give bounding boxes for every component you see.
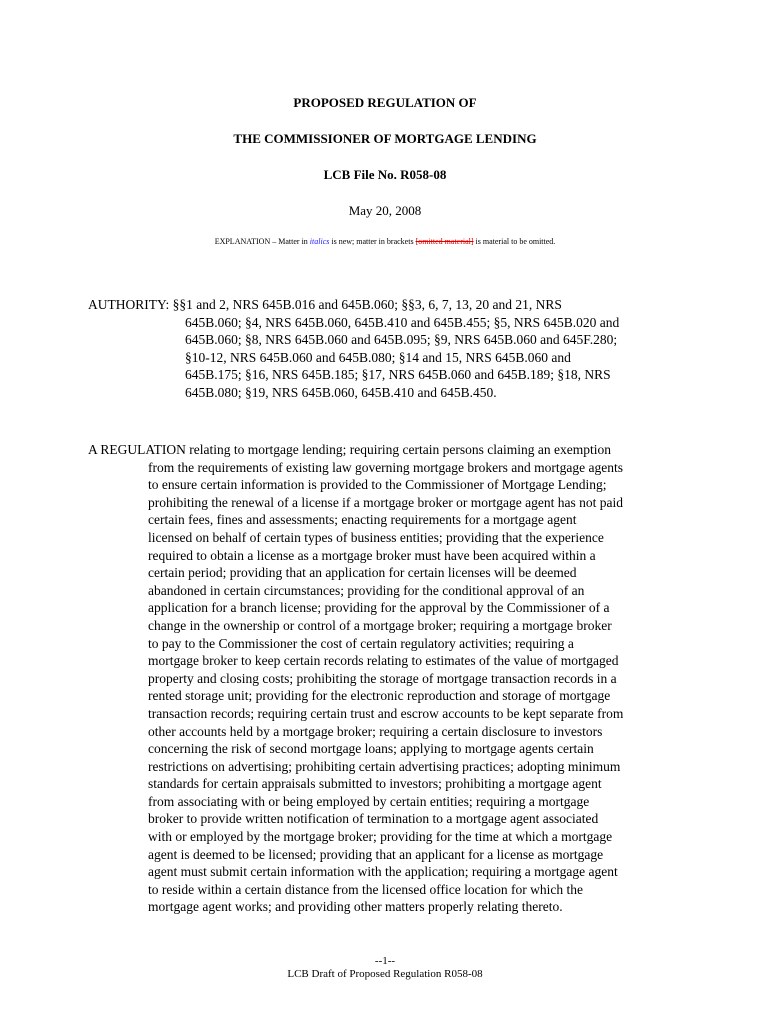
regulation-line: standards for certain appraisals submitted to investors; prohibiting a mortgage agent (148, 776, 602, 792)
regulation-line: other accounts held by a mortgage broker; requiring a certain disclosure to investors (148, 723, 603, 739)
regulation-line: certain period; providing that an application for certain licenses will be deemed (148, 565, 577, 581)
draft-label: LCB Draft of Proposed Regulation R058-08 (287, 968, 483, 980)
commissioner-title: THE COMMISSIONER OF MORTGAGE LENDING (233, 131, 537, 146)
regulation-line: from associating with or being employed by certain entities; requiring a mortgage (148, 793, 590, 809)
authority-line: 645B.080; §19, NRS 645B.060, 645B.410 and 645B.450. (185, 384, 497, 400)
regulation-line: to ensure certain information is provided to the Commissioner of Mortgage Lending; (148, 477, 607, 493)
regulation-line: concerning the risk of second mortgage loans; applying to mortgage agents certain (148, 741, 594, 757)
regulation-line: certain fees, fines and assessments; enacting requirements for a mortgage agent (148, 512, 577, 528)
document-date: May 20, 2008 (348, 203, 422, 218)
authority-section (88, 296, 688, 401)
regulation-line: to pay to the Commissioner the cost of certain regulatory activities; requiring a (148, 635, 574, 651)
regulation-line: from the requirements of existing law governing mortgage brokers and mortgage agents (148, 459, 623, 475)
explanation-note (0, 237, 770, 247)
regulation-line: prohibiting the renewal of a license if a mortgage broker or mortgage agent has not paid (148, 494, 623, 510)
regulation-lead: A REGULATION relating to mortgage lending; requiring certain persons claiming an exemption (88, 442, 611, 457)
authority-line: 645B.060; §4, NRS 645B.060, 645B.410 and 645B.455; §5, NRS 645B.020 and (185, 314, 620, 330)
regulation-line: application for a branch license; providing for the approval by the Commissioner of a (148, 600, 610, 616)
regulation-title: PROPOSED REGULATION OF (293, 95, 477, 110)
regulation-line: transaction records; requiring certain trust and escrow accounts to be kept separate from (148, 705, 624, 721)
regulation-summary (88, 441, 688, 916)
regulation-line: restrictions on advertising; prohibiting certain advertising practices; adopting minimum (148, 758, 621, 774)
regulation-line: change in the ownership or control of a mortgage broker; requiring a mortgage broker (148, 617, 612, 633)
explanation-omitted-sample: [omitted material] (415, 237, 474, 246)
authority-line: §10-12, NRS 645B.060 and 645B.080; §14 and 15, NRS 645B.060 and (185, 349, 571, 365)
explanation-middle: is new; matter in brackets (329, 237, 416, 246)
regulation-line: agent is deemed to be licensed; providing that an applicant for a license as mortgage (148, 846, 604, 862)
regulation-line: with or employed by the mortgage broker; providing for the time at which a mortgage (148, 829, 613, 845)
file-number: LCB File No. R058-08 (323, 167, 447, 182)
explanation-prefix: EXPLANATION – Matter in (214, 237, 310, 246)
regulation-line: rented storage unit; providing for the electronic reproduction and storage of mortgage (148, 688, 611, 704)
regulation-line: mortgage agent works; and providing other matters properly relating thereto. (148, 899, 563, 915)
authority-line: 645B.175; §16, NRS 645B.185; §17, NRS 645B.060 and 645B.189; §18, NRS (185, 367, 611, 382)
explanation-suffix: is material to be omitted. (473, 237, 556, 246)
regulation-line: mortgage broker to keep certain records relating to estimates of the value of mortgaged (148, 653, 619, 669)
regulation-line: abandoned in certain circumstances; providing for the conditional approval of an (148, 582, 585, 598)
regulation-line: property and closing costs; prohibiting the storage of mortgage transaction records in a (148, 670, 617, 686)
authority-lead: AUTHORITY: §§1 and 2, NRS 645B.016 and 645B.060; §§3, 6, 7, 13, 20 and 21, NRS (88, 297, 562, 312)
explanation-italics-sample: italics (309, 237, 330, 246)
regulation-line: broker to provide written notification of termination to a mortgage agent associated (148, 811, 599, 827)
page-number: --1-- (374, 955, 396, 967)
regulation-line: licensed on behalf of certain types of business entities; providing that the experience (148, 529, 604, 545)
regulation-line: required to obtain a license as a mortgage broker must have been acquired within a (148, 547, 596, 563)
regulation-line: to reside within a certain distance from the licensed office location for which the (148, 881, 583, 897)
regulation-line: agent must submit certain information with the application; requiring a mortgage agent (148, 864, 618, 880)
authority-line: 645B.060; §8, NRS 645B.060 and 645B.095; §9, NRS 645B.060 and 645F.280; (185, 332, 618, 347)
